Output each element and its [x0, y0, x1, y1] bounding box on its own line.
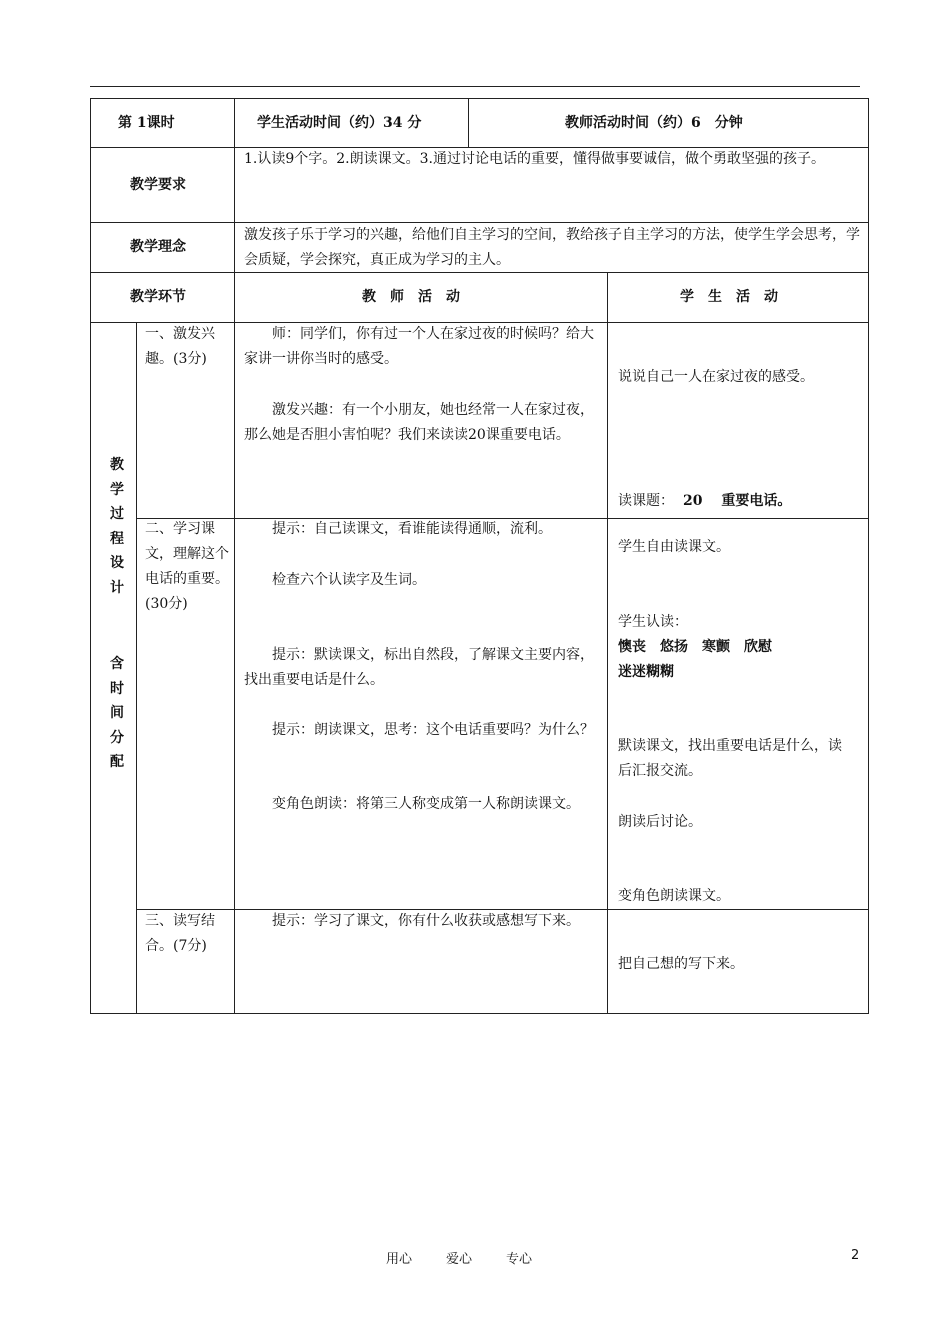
- student-time-label: 学生活动时间（约）34 分: [257, 115, 422, 131]
- stage-3-student-p1: 把自己想的写下来。: [618, 956, 744, 972]
- requirements-label: 教学要求: [130, 177, 186, 193]
- stage-2-teacher-p4: 提示：朗读课文，思考：这个电话重要吗？为什么？: [244, 722, 594, 738]
- stage-header: 教学环节: [130, 289, 186, 305]
- teacher-header: 教 师 活 动: [362, 289, 460, 305]
- stage-2-teacher-p3: 提示：默读课文，标出自然段，了解课文主要内容，找出重要电话是什么。: [244, 647, 594, 688]
- process-side-label-1: 教 学 过 程 设 计: [110, 457, 124, 596]
- stage-2-student-words: 懊丧 悠扬 寒颤 欣慰: [618, 639, 772, 655]
- philosophy-label: 教学理念: [130, 239, 186, 255]
- stage-1-student-p2: 读课题：: [618, 493, 674, 509]
- stage-1-student-p1: 说说自己一人在家过夜的感受。: [618, 369, 814, 385]
- stage-2-student-p4: 默读课文，找出重要电话是什么，读后汇报交流。: [618, 738, 842, 779]
- stage-2-teacher-p5: 变角色朗读：将第三人称变成第一人称朗读课文。: [244, 796, 580, 812]
- stage-3-teacher-p1: 提示：学习了课文，你有什么收获或感想写下来。: [244, 913, 580, 929]
- stage-2-teacher-p2: 检查六个认读字及生词。: [244, 572, 426, 588]
- footer-motto-1: 用心: [386, 1252, 413, 1267]
- stage-2-student-p5: 朗读后讨论。: [618, 814, 702, 830]
- stage-2-student-p2: 学生认读：: [618, 614, 688, 630]
- page-number: 2: [851, 1248, 860, 1263]
- header-rule: [90, 86, 860, 87]
- stage-1-teacher-p2: 激发兴趣：有一个小朋友，她也经常一人在家过夜，那么她是否胆小害怕呢？我们来读读20课重要电话。: [244, 402, 594, 443]
- student-header: 学 生 活 动: [680, 289, 778, 305]
- stage-2-student-p6: 变角色朗读课文。: [618, 888, 730, 904]
- footer-motto-2: 爱心: [446, 1252, 473, 1267]
- philosophy-text: 激发孩子乐于学习的兴趣，给他们自主学习的空间，教给孩子自主学习的方法，使学生学会思考，学会质疑，学会探究，真正成为学习的主人。: [244, 227, 860, 268]
- requirements-text: 1.认读9个字。2.朗读课文。3.通过讨论电话的重要，懂得做事要诚信，做个勇敢坚强的孩子。: [244, 151, 825, 167]
- stage-1-name: 一、激发兴趣。(3分): [145, 326, 215, 367]
- stage-2-name: 二、学习课文，理解这个电话的重要。(30分): [145, 521, 229, 612]
- stage-2-student-p1: 学生自由读课文。: [618, 539, 730, 555]
- stage-1-student-p3: 20 重要电话。: [683, 493, 792, 509]
- stage-1-teacher-p1: 师：同学们，你有过一个人在家过夜的时候吗？给大家讲一讲你当时的感受。: [244, 326, 594, 367]
- stage-2-teacher-p1: 提示：自己读课文，看谁能读得通顺，流利。: [244, 521, 552, 537]
- process-side-label-2: 含 时 间 分 配: [110, 656, 124, 770]
- stage-2-student-cell: [607, 518, 869, 910]
- footer-motto-3: 专心: [506, 1252, 533, 1267]
- teacher-time-label: 教师活动时间（约）6 分钟: [565, 115, 743, 131]
- stage-3-name: 三、读写结合。(7分): [145, 913, 215, 954]
- stage-2-student-words-2: 迷迷糊糊: [618, 664, 674, 680]
- lesson-label: 第 1课时: [118, 115, 175, 131]
